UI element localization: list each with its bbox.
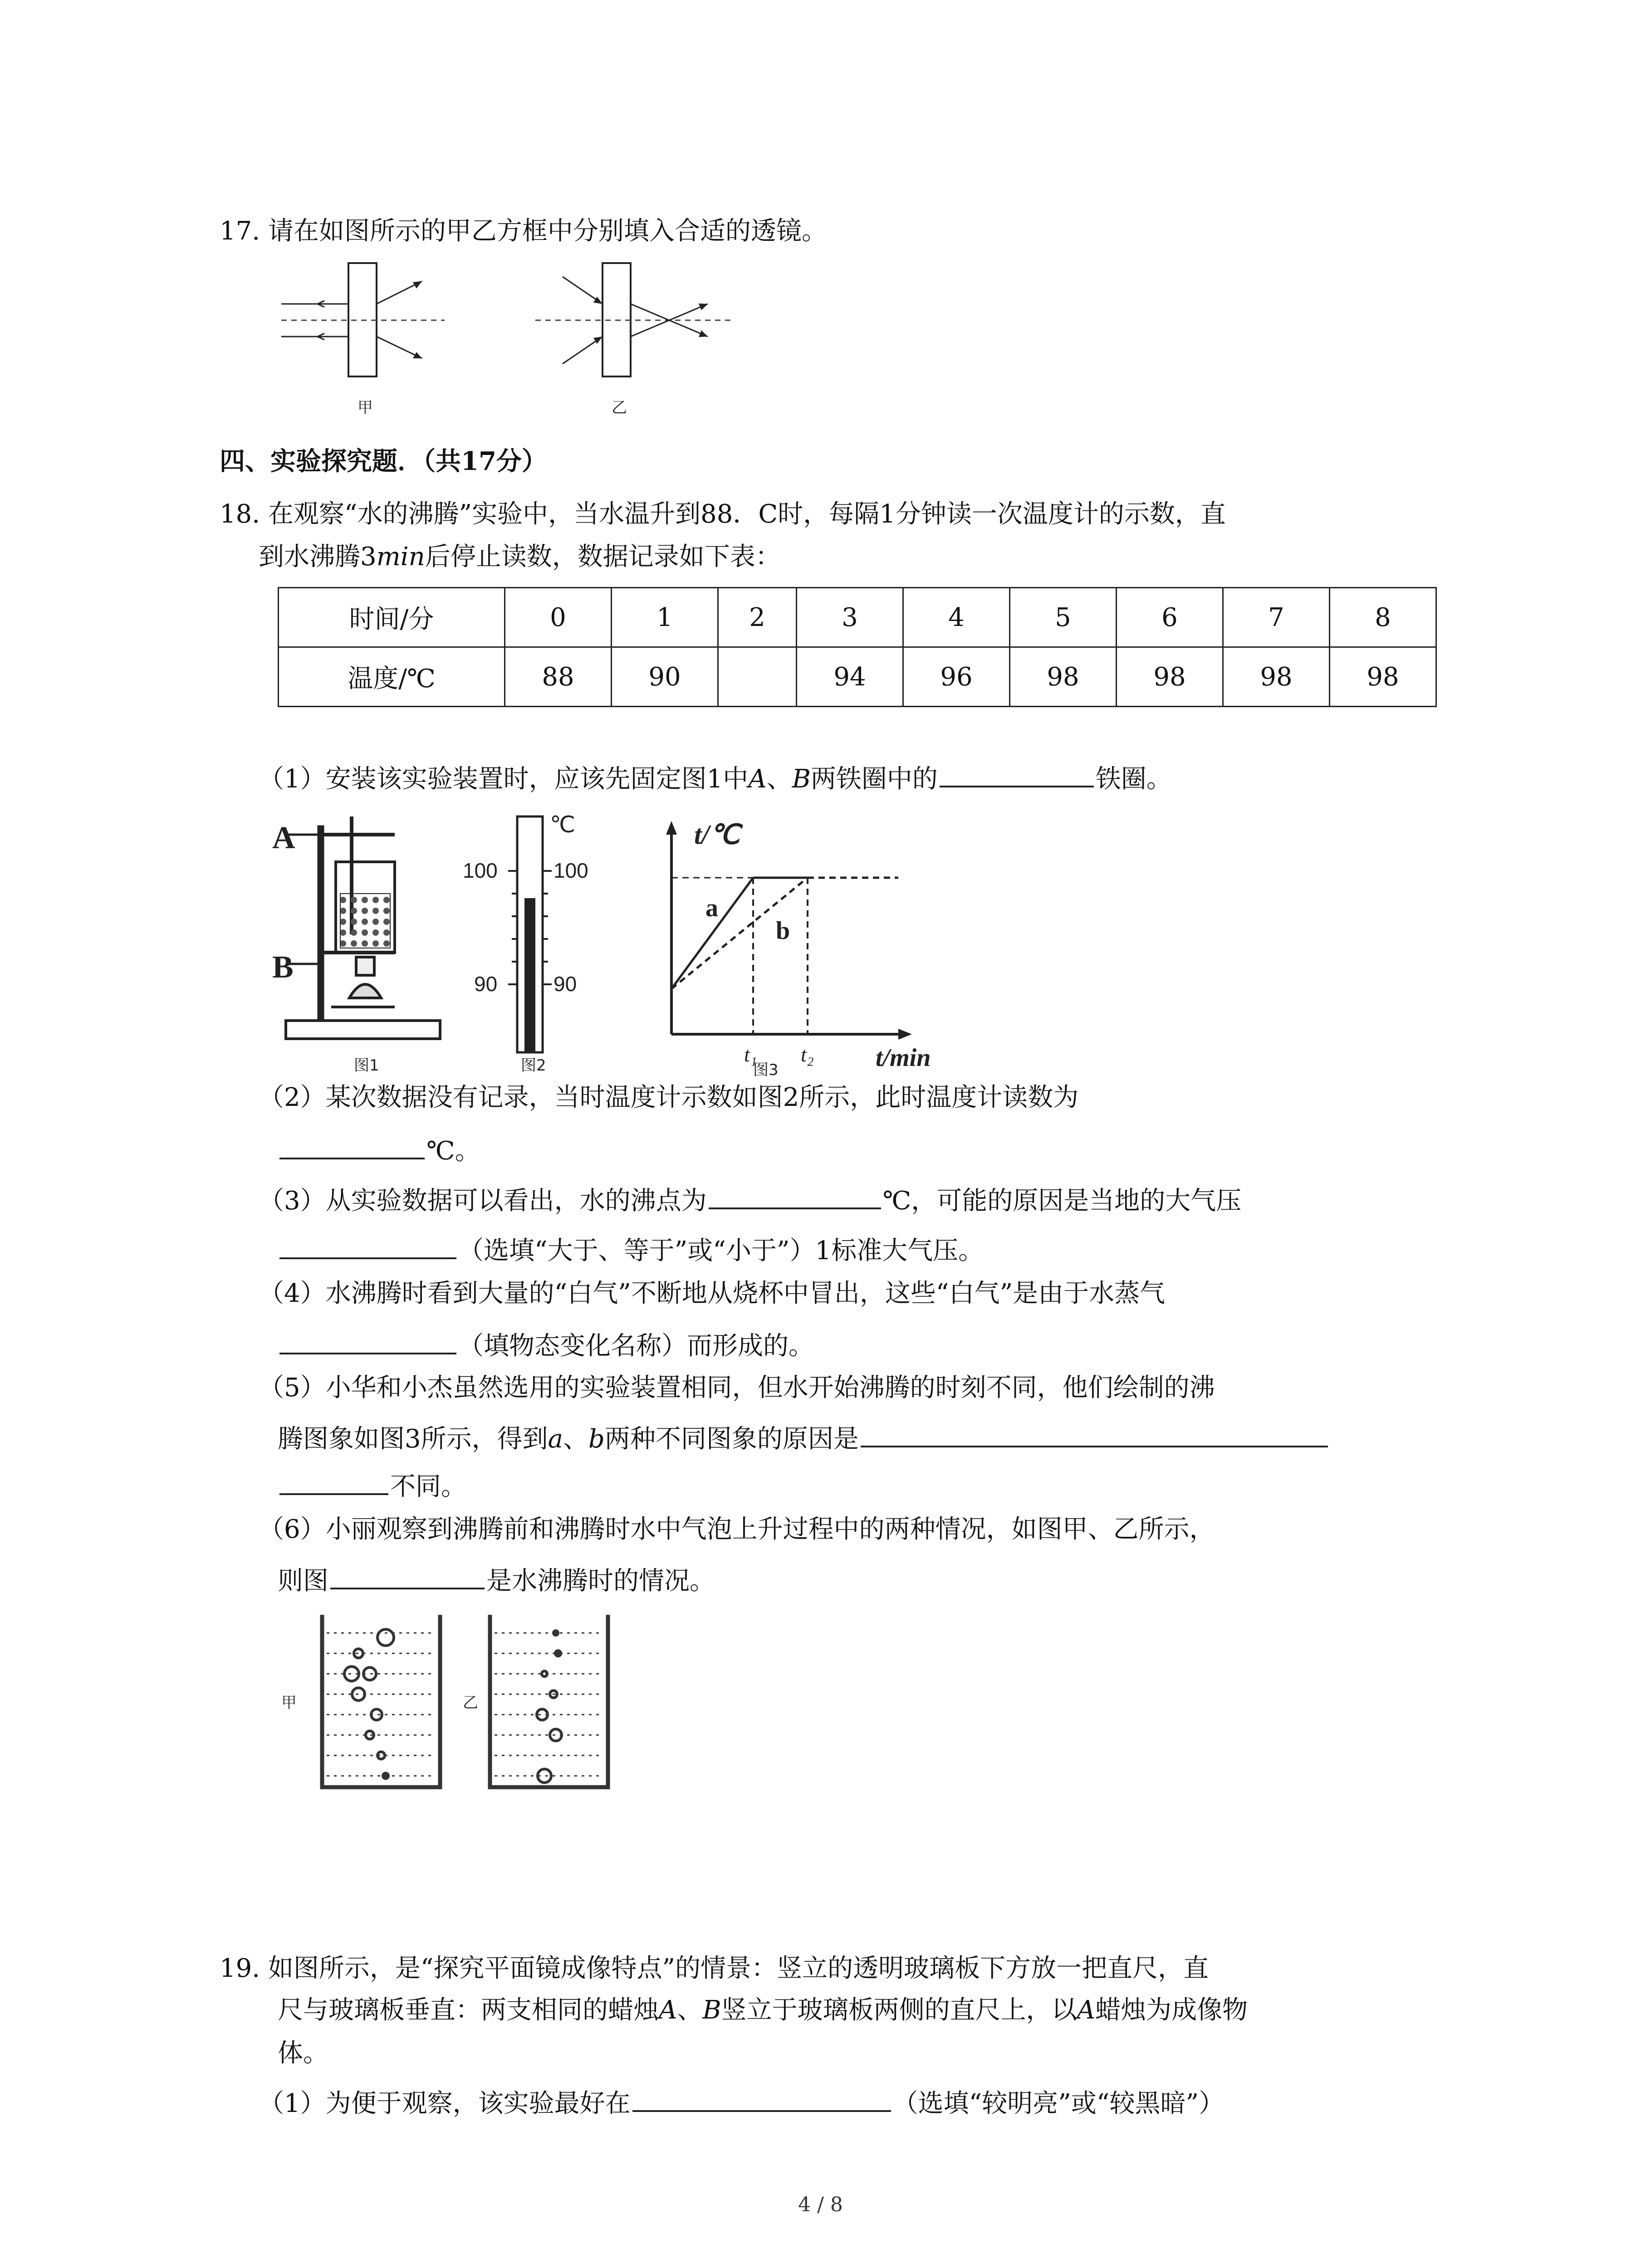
lens-box-jia [281,263,445,417]
table-cell: 90 [612,647,718,707]
fig3-b: b [776,917,790,945]
fig2-unit: ℃ [550,812,576,837]
fig3-caption: 图3 [753,1061,779,1079]
q18-p5-text: 腾图象如图3所示，得到 [278,1424,548,1454]
q17-label-jia: 甲 [358,399,373,417]
q19-sep: 、 [677,1995,703,2025]
q18-p4-blank[interactable] [279,1329,456,1354]
fig1-label-A: A [272,821,295,855]
q18-p2-blank[interactable] [279,1134,425,1159]
q19-p1-text2: （选填“较明亮”或“较黑暗”） [892,2089,1225,2118]
q18-part3-line1 [259,1184,1241,1216]
q18-part3-line2 [278,1234,984,1266]
fig2-caption: 图2 [521,1056,546,1075]
table-cell: 94 [797,647,903,707]
q18-p4-text: （填物态变化名称）而形成的。 [458,1331,814,1361]
q17-label-yi: 乙 [612,399,627,417]
q18-p3-text: （3）从实验数据可以看出，水的沸点为 [259,1186,707,1216]
fig2-90-right: 90 [554,972,577,996]
fig2-90-left: 90 [474,972,498,996]
fig1-label-B: B [272,950,294,985]
q18-p1-A: A [748,764,767,794]
fig3-xlabel: t/min [876,1044,931,1072]
q18-figures [272,807,980,1080]
q18-p5-blank-b[interactable] [279,1470,388,1495]
beaker-jia [322,1615,440,1787]
q18-part2-line2 [278,1134,480,1166]
table-header-temp: 温度/℃ [279,647,505,707]
section4-title: 四、实验探究题．（共17分） [220,446,547,476]
q19-line2 [278,1996,1248,2025]
q18-p1-B: B [792,764,811,794]
table-cell: 98 [1223,647,1330,707]
q18-part5-line1: （5）小华和小杰虽然选用的实验装置相同，但水开始沸腾的时刻不同，他们绘制的沸 [259,1373,1215,1403]
q18-p1-text3: 铁圈。 [1095,764,1172,794]
table-cell: 0 [505,588,612,647]
q18-part2-line1: （2）某次数据没有记录，当时温度计示数如图2所示，此时温度计读数为 [259,1083,1079,1112]
q18-part5-line3 [278,1470,466,1501]
q19-line1: 19. 如图所示，是“探究平面镜成像特点”的情景：竖立的透明玻璃板下方放一把直尺，直 [220,1954,1209,1983]
beaker-yi [490,1615,608,1787]
table-cell: 1 [612,588,718,647]
q19-text2: 竖立于玻璃板两侧的直尺上，以 [721,1995,1077,2025]
q18-stem-text: 到水沸腾3 [259,542,377,572]
q19-part1 [259,2087,1224,2118]
q18-data-table [278,587,1437,707]
q19-text3: 蜡烛为成像物 [1095,1995,1248,2025]
q19-A: A [659,1995,677,2025]
table-cell-empty[interactable] [718,647,797,707]
fig2-100-right: 100 [554,859,588,882]
q18-stem-text2: 后停止读数，数据记录如下表： [425,542,781,572]
q19-text: 尺与玻璃板垂直：两支相同的蜡烛 [278,1995,659,2025]
fig3-ylabel: t/℃ [694,820,740,850]
table-cell: 98 [1010,647,1117,707]
q18-p5-b: b [588,1424,605,1454]
q18-p3-blank1[interactable] [709,1184,881,1209]
q19-p1-blank[interactable] [632,2087,891,2112]
fig-label-yi: 乙 [463,1694,478,1712]
q18-p6-text: 则图 [278,1566,328,1596]
q19-A2: A [1077,1995,1096,2025]
table-cell: 7 [1223,588,1330,647]
q18-part1 [259,762,1172,794]
q18-p1-text2: 两铁圈中的 [810,764,938,794]
q18-p5-text3: 不同。 [390,1472,466,1501]
q18-bubble-figures [272,1606,617,1796]
fig2-thermometer [463,812,588,1075]
q18-part4-line2 [278,1329,814,1361]
q18-p3-blank2[interactable] [279,1234,456,1259]
table-cell: 98 [1117,647,1223,707]
q18-p3-text2: ℃，可能的原因是当地的大气压 [882,1186,1242,1216]
table-header-time: 时间/分 [279,588,505,647]
q18-stem-line1: 18. 在观察“水的沸腾”实验中，当水温升到88．C时，每隔1分钟读一次温度计的示数，直 [220,499,1226,529]
q17-stem: 17. 请在如图所示的甲乙方框中分别填入合适的透镜。 [220,216,827,246]
table-cell: 6 [1117,588,1223,647]
q18-p5-sep: 、 [563,1424,589,1454]
table-cell: 2 [718,588,797,647]
table-cell: 5 [1010,588,1117,647]
q18-p2-text: ℃。 [426,1136,480,1166]
q18-part6-line1: （6）小丽观察到沸腾前和沸腾时水中气泡上升过程中的两种情况，如图甲、乙所示， [259,1515,1215,1544]
q18-p1-sep: 、 [766,764,792,794]
q18-p1-text: （1）安装该实验装置时，应该先固定图1中 [259,764,749,794]
q18-p1-blank[interactable] [940,762,1094,787]
table-cell: 98 [1330,647,1436,707]
fig3-t1: t₁ [744,1043,757,1066]
q18-p6-text2: 是水沸腾时的情况。 [486,1566,715,1596]
table-row-time [279,588,1436,647]
fig3-t2: t₂ [801,1043,814,1066]
q17-lens-figure [272,259,753,431]
table-cell: 88 [505,647,612,707]
q18-part6-line2 [278,1564,715,1596]
fig-label-jia: 甲 [281,1694,297,1712]
fig3-a: a [705,894,718,922]
q18-stem-unit: min [376,542,425,572]
q19-line3: 体。 [278,2038,328,2068]
page-number: 4 / 8 [798,2193,843,2216]
table-cell: 4 [903,588,1010,647]
q18-part5-line2 [278,1422,1330,1454]
q19-B: B [702,1995,721,2025]
q18-p6-blank[interactable] [330,1564,485,1589]
table-cell: 8 [1330,588,1436,647]
fig1-apparatus [286,816,440,1039]
table-cell: 96 [903,647,1010,707]
q18-p3-text3: （选填“大于、等于”或“小于”）1标准大气压。 [458,1236,984,1266]
q18-p5-blank-a[interactable] [861,1422,1328,1447]
lens-box-yi [535,263,735,417]
q18-stem-line2 [259,543,781,572]
q18-part4-line1: （4）水沸腾时看到大量的“白气”不断地从烧杯中冒出，这些“白气”是由于水蒸气 [259,1279,1166,1308]
q18-p5-a: a [548,1424,563,1454]
q19-p1-text: （1）为便于观察，该实验最好在 [259,2089,631,2118]
table-row-temp [279,647,1436,707]
q18-p5-text2: 两种不同图象的原因是 [604,1424,859,1454]
fig2-100-left: 100 [463,859,498,882]
fig1-caption: 图1 [354,1056,379,1075]
table-cell: 3 [797,588,903,647]
